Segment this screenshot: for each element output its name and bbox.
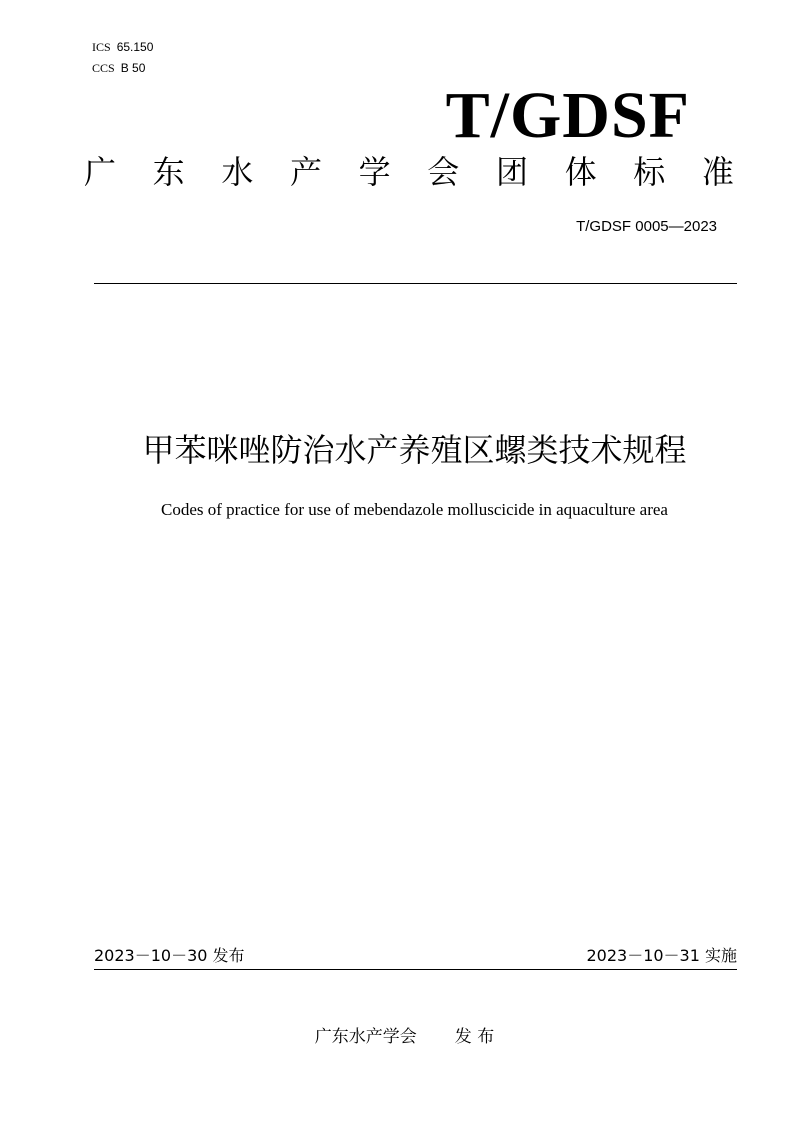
document-title-chinese: 甲苯咪唑防治水产养殖区螺类技术规程 (142, 431, 687, 469)
document-title-english: Codes of practice for use of mebendazole molluscicide in aquaculture area (161, 500, 668, 519)
org-title-char: 体 (564, 153, 597, 191)
ccs-classification (92, 61, 145, 75)
standard-number: T/GDSF 0005—2023 (576, 218, 717, 235)
org-title-char: 准 (701, 153, 734, 191)
ccs-code: B 50 (120, 61, 146, 75)
org-title-char: 团 (495, 153, 528, 191)
bottom-divider (94, 969, 737, 970)
org-title-char: 标 (633, 153, 666, 191)
standard-logo: T/GDSF (445, 79, 690, 152)
publisher-line (0, 1025, 793, 1049)
org-title-char: 会 (427, 153, 460, 191)
organization-standard-title (84, 150, 734, 194)
org-title-char: 广 (84, 153, 117, 191)
org-title-char: 东 (152, 153, 185, 191)
ccs-label: CCS (92, 61, 115, 75)
ics-classification (92, 40, 153, 54)
ics-label: ICS (92, 40, 111, 54)
org-title-char: 水 (221, 153, 254, 191)
org-title-char: 学 (358, 153, 391, 191)
publisher-name: 广东水产学会 (314, 1027, 417, 1047)
publisher-action: 发 布 (454, 1027, 495, 1047)
ics-code: 65.150 (116, 40, 154, 54)
org-title-char: 产 (289, 153, 322, 191)
implementation-date: 2023－10－31 实施 (586, 946, 737, 965)
issue-date: 2023－10－30 发布 (94, 946, 245, 965)
top-divider (94, 283, 737, 284)
